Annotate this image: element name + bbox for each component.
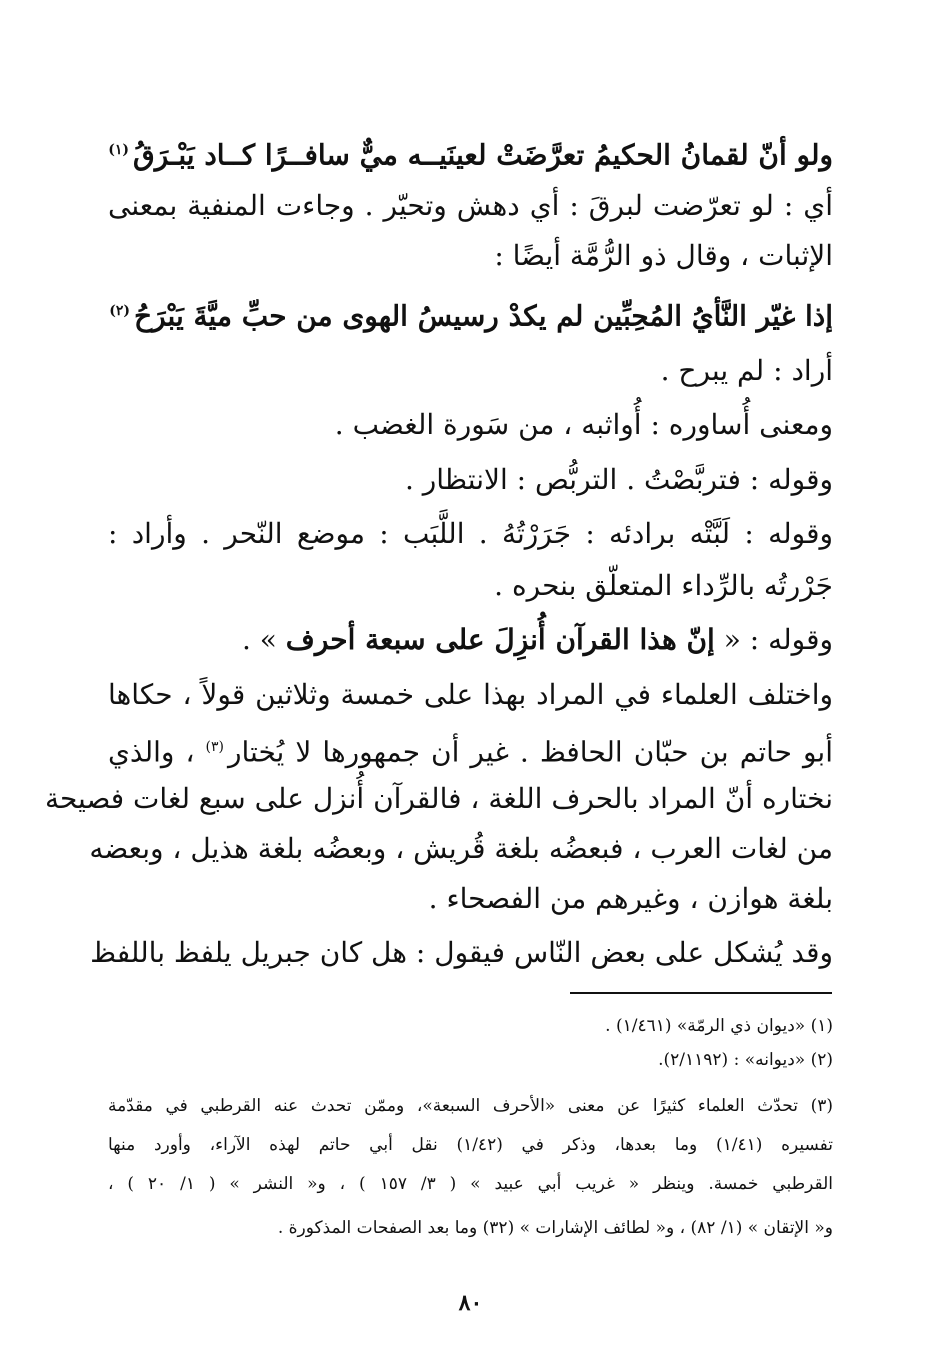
footnote-3-line: القرطبي خمسة. وينظر « غريب أبي عبيد » ( ٣/ ١٥٧ ) ، و« النشر » ( ١/ ٢٠ ) ،: [108, 1174, 833, 1194]
verse-line-1: [108, 130, 833, 175]
verse-text: ولو أنّ لقمانُ الحكيمُ تعرَّضَتْ لعينَيــه ميٌّ سافــرًا كــاد يَبْـرَقُ: [132, 138, 833, 172]
quote-prefix: وقوله : «: [723, 623, 833, 656]
hadith-quote-line: [242, 620, 833, 660]
footnote-3-line: (٣) تحدّث العلماء كثيرًا عن معنى «الأحرف السبعة»، وممّن تحدث عنه القرطبي في مقدّمة: [108, 1096, 833, 1116]
footnote-3-line: و« الإتقان » (١/ ٨٢) ، و« لطائف الإشارات » (٣٢) وما بعد الصفحات المذكورة .: [277, 1218, 833, 1238]
verse-line-2: [109, 291, 833, 336]
body-line: من لغات العرب ، فبعضُه بلغة قُريش ، وبعضُه بلغة هذيل ، وبعضه: [89, 832, 833, 865]
footnote-1: (١) «ديوان ذي الرمّة» (١/٤٦١) .: [605, 1016, 833, 1036]
footnote-ref-2: (٢): [109, 303, 131, 319]
footnote-2: (٢) «ديوانه» : (٢/١١٩٢).: [658, 1050, 833, 1070]
body-line: واختلف العلماء في المراد بهذا على خمسة وثلاثين قولاً ، حكاها: [108, 678, 833, 711]
body-line: وقوله : فتربَّصْتُ . التربُّص : الانتظار .: [404, 463, 833, 496]
body-line: ومعنى أُساوره : أُواثبه ، من سَورة الغضب .: [334, 408, 833, 441]
body-text: ، والذي: [108, 735, 195, 769]
body-line: وقوله : لَبَّتْه برادئه : جَرَرْتُهُ . اللَّبَب : موضع النّحر . وأراد :: [108, 517, 833, 550]
footnote-ref-3: (٣): [205, 739, 224, 755]
footnote-3-line: تفسيره (١/٤١) وما بعدها، وذكر في (١/٤٢) نقل أبي حاتم لهذه الآراء، وأورد منها: [108, 1135, 833, 1155]
page-number: ٨٠: [458, 1290, 483, 1316]
footnote-separator: [570, 992, 832, 994]
footnote-ref-1: (١): [108, 142, 129, 158]
body-line: أراد : لم يبرح .: [660, 354, 833, 387]
body-text: أبو حاتم بن حبّان الحافظ . غير أن جمهورها لا يُختار: [227, 735, 834, 769]
body-line: الإثبات ، وقال ذو الرُّمَّة أيضًا :: [494, 239, 833, 272]
quote-suffix: » .: [241, 623, 277, 656]
body-line: أي : لو تعرّضت لبرقَ : أي دهش وتحيّر . وجاءت المنفية بمعنى: [108, 189, 833, 222]
body-line: جَرْرتُه بالرِّداء المتعلّق بنحره .: [494, 569, 833, 602]
hadith-text: إنّ هذا القرآن أُنزِلَ على سبعة أحرف: [285, 623, 715, 656]
verse-text: إذا غيّر النَّأيُ المُحِبِّين لم يكدْ رسيسُ الهوى من حبِّ ميَّةَ يَبْرَحُ: [134, 299, 833, 333]
body-line: بلغة هوازن ، وغيرهم من الفصحاء .: [428, 882, 833, 915]
body-line-with-ref: [108, 727, 833, 772]
body-line: وقد يُشكل على بعض النّاس فيقول : هل كان جبريل يلفظ باللفظ: [90, 936, 833, 969]
body-line: نختاره أنّ المراد بالحرف اللغة ، فالقرآن أُنزل على سبع لغات فصيحة: [44, 782, 833, 815]
